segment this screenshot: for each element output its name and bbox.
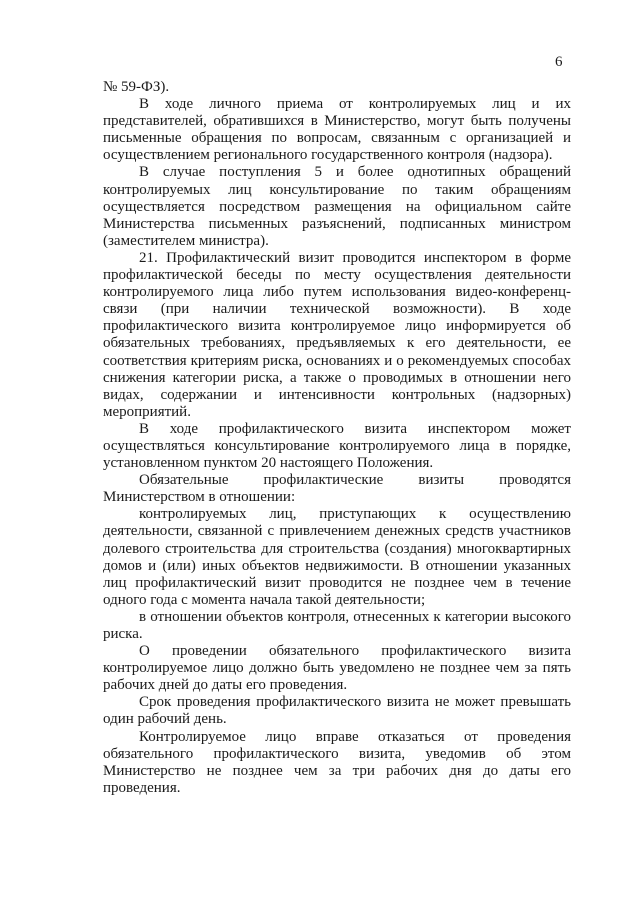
- paragraph: О проведении обязательного профилактического визита контролируемое лицо должно быть уведомлено не позднее чем за пять рабочих дней до даты его проведения.: [103, 643, 571, 694]
- paragraph: Контролируемое лицо вправе отказаться от проведения обязательного профилактического визита, уведомив об этом Министерство не позднее чем за три рабочих дня до даты его проведения.: [103, 728, 571, 796]
- paragraph: Обязательные профилактические визиты проводятся Министерством в отношении:: [103, 472, 571, 506]
- document-body: [103, 79, 571, 797]
- paragraph: 21. Профилактический визит проводится инспектором в форме профилактической беседы по месту осуществления деятельности контролируемого лица либо путем использования видео-конференц-связи (при наличии технической возможности). В ходе профилактического визита контролируемое лицо информируется об обязательных требованиях, предъявляемых к его деятельности, ее соответствия критериям риска, основаниях и о рекомендуемых способах снижения категории риска, а также о проводимых в отношении него видах, содержании и интенсивности контрольных (надзорных) мероприятий.: [103, 249, 571, 420]
- paragraph: контролируемых лиц, приступающих к осуществлению деятельности, связанной с привлечением денежных средств участников долевого строительства для строительства (создания) многоквартирных домов и (или) иных объектов недвижимости. В отношении указанных лиц профилактический визит проводится не позднее чем в течение одного года с момента начала такой деятельности;: [103, 506, 571, 608]
- paragraph: В ходе личного приема от контролируемых лиц и их представителей, обратившихся в Министерство, могут быть получены письменные обращения по вопросам, связанным с организацией и осуществлением регионального государственного контроля (надзора).: [103, 96, 571, 164]
- page-number: 6: [555, 54, 563, 70]
- paragraph: В случае поступления 5 и более однотипных обращений контролируемых лиц консультирование по таким обращениям осуществляется посредством размещения на официальном сайте Министерства письменных разъяснений, подписанных министром (заместителем министра).: [103, 164, 571, 249]
- paragraph: № 59-ФЗ).: [103, 79, 170, 95]
- paragraph: В ходе профилактического визита инспектором может осуществляться консультирование контролируемого лица в порядке, установленном пунктом 20 настоящего Положения.: [103, 420, 571, 472]
- paragraph: Срок проведения профилактического визита не может превышать один рабочий день.: [103, 694, 571, 728]
- paragraph: в отношении объектов контроля, отнесенных к категории высокого риска.: [103, 608, 571, 642]
